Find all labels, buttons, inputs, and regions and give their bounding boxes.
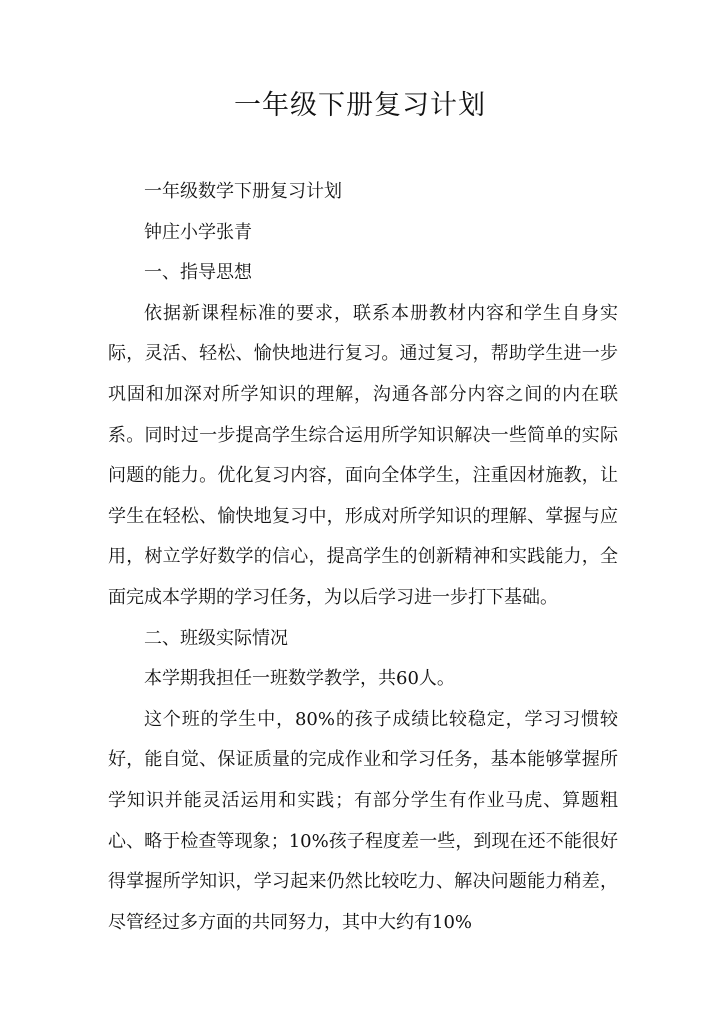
guiding-thought-paragraph: 依据新课程标准的要求，联系本册教材内容和学生自身实际，灵活、轻松、愉快地进行复习。通过复习，帮助学生进一步巩固和加深对所学知识的理解，沟通各部分内容之间的内在联系。同时过一步提高学生综合运用所学知识解决一些简单的实际问题的能力。优化复习内容，面向全体学生，注重因材施教，让学生在轻松、愉快地复习中，形成对所学知识的理解、掌握与应用，树立学好数学的信心，提高学生的创新精神和实践能力，全面完成本学期的学习任务，为以后学习进一步打下基础。 xyxy=(108,302,618,608)
class-situation-paragraph: 这个班的学生中，80%的孩子成绩比较稳定，学习习惯较好，能自觉、保证质量的完成作业和学习任务，基本能够掌握所学知识并能灵活运用和实践；有部分学生有作业马虎、算题粗心、略于检查等现象；10%孩子程度差一些，到现在还不能很好得掌握所学知识，学习起来仍然比较吃力、解决问题能力稍差，尽管经过多方面的共同努力，其中大约有10% xyxy=(108,708,618,933)
document-body xyxy=(108,172,618,943)
section-heading-guiding-thought: 一、指导思想 xyxy=(144,262,252,284)
author-paragraph: 钟庄小学张青 xyxy=(144,221,252,243)
subtitle-paragraph: 一年级数学下册复习计划 xyxy=(144,181,342,202)
section-heading-class-situation: 二、班级实际情况 xyxy=(144,627,288,649)
class-size-paragraph: 本学期我担任一班数学教学，共60人。 xyxy=(144,668,455,690)
document-title: 一年级下册复习计划 xyxy=(234,90,486,121)
